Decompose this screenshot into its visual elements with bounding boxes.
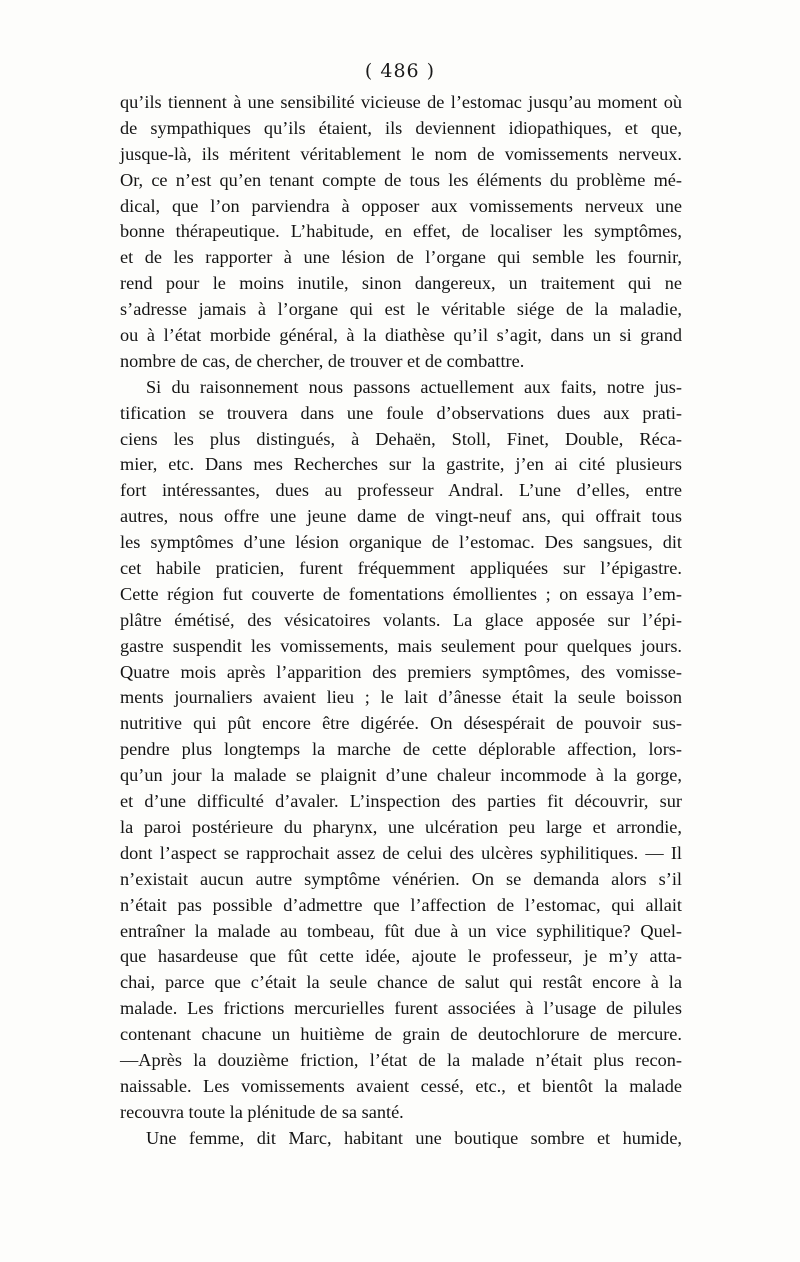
text-line: Si du raisonnement nous passons actuellement aux faits, notre jus- <box>146 376 682 397</box>
page-number: ( 486 ) <box>364 60 436 82</box>
text-line: dont l’aspect se rapprochait assez de celui des ulcères syphilitiques. — Il <box>120 842 682 863</box>
body-text <box>120 90 682 1152</box>
text-line: et d’une difficulté d’avaler. L’inspection des parties fit découvrir, sur <box>120 791 682 812</box>
text-line: —Après la douzième friction, l’état de la malade n’était plus recon- <box>120 1049 682 1070</box>
text-line: gastre suspendit les vomissements, mais seulement pour quelques jours. <box>120 635 682 656</box>
text-line: chai, parce que c’était la seule chance de salut qui restât encore à la <box>120 972 682 993</box>
text-line: rend pour le moins inutile, sinon dangereux, un traitement qui ne <box>120 273 682 294</box>
text-line: n’était pas possible d’admettre que l’affection de l’estomac, qui allait <box>120 894 682 915</box>
text-line: de sympathiques qu’ils étaient, ils deviennent idiopathiques, et que, <box>120 117 682 138</box>
text-line: et de les rapporter à une lésion de l’organe qui semble les fournir, <box>120 247 682 268</box>
text-line: entraîner la malade au tombeau, fût due à un vice syphilitique? Quel- <box>120 920 682 941</box>
text-line: naissable. Les vomissements avaient cessé, etc., et bientôt la malade <box>120 1075 682 1096</box>
text-line: plâtre émétisé, des vésicatoires volants. La glace apposée sur l’épi- <box>120 609 682 630</box>
text-line: fort intéressantes, dues au professeur Andral. L’une d’elles, entre <box>120 480 682 501</box>
text-line: ou à l’état morbide général, à la diathèse qu’il s’agit, dans un si grand <box>120 325 682 346</box>
text-line: nutritive qui pût encore être digérée. On désespérait de pouvoir sus- <box>120 713 682 734</box>
text-line: s’adresse jamais à l’organe qui est le véritable siége de la maladie, <box>120 299 682 320</box>
text-line: Cette région fut couverte de fomentations émollientes ; on essaya l’em- <box>120 583 682 604</box>
text-line: que hasardeuse que fût cette idée, ajoute le professeur, je m’y atta- <box>120 946 682 967</box>
text-line: contenant chacune un huitième de grain de deutochlorure de mercure. <box>120 1024 682 1045</box>
text-line: Une femme, dit Marc, habitant une boutique sombre et humide, <box>146 1127 682 1148</box>
text-line: ments journaliers avaient lieu ; le lait d’ânesse était la seule boisson <box>120 687 682 708</box>
text-line: mier, etc. Dans mes Recherches sur la gastrite, j’en ai cité plusieurs <box>120 454 682 475</box>
text-line: les symptômes d’une lésion organique de l’estomac. Des sangsues, dit <box>120 532 682 553</box>
text-line: qu’un jour la malade se plaignit d’une chaleur incommode à la gorge, <box>120 765 682 786</box>
text-line: Or, ce n’est qu’en tenant compte de tous les éléments du problème mé- <box>120 169 682 190</box>
text-line: malade. Les frictions mercurielles furent associées à l’usage de pilules <box>120 998 682 1019</box>
text-line: recouvra toute la plénitude de sa santé. <box>120 1101 404 1122</box>
text-line: dical, que l’on parviendra à opposer aux vomissements nerveux une <box>120 195 682 216</box>
text-line: bonne thérapeutique. L’habitude, en effet, de localiser les symptômes, <box>120 221 682 242</box>
text-line: ciens les plus distingués, à Dehaën, Stoll, Finet, Double, Réca- <box>120 428 682 449</box>
text-line: n’existait aucun autre symptôme vénérien. On se demanda alors s’il <box>120 868 682 889</box>
text-line: nombre de cas, de chercher, de trouver et de combattre. <box>120 350 525 371</box>
text-line: Quatre mois après l’apparition des premiers symptômes, des vomisse- <box>120 661 682 682</box>
text-line: pendre plus longtemps la marche de cette déplorable affection, lors- <box>120 739 682 760</box>
text-line: tification se trouvera dans une foule d’observations dues aux prati- <box>120 402 682 423</box>
text-line: cet habile praticien, furent fréquemment appliquées sur l’épigastre. <box>120 558 682 579</box>
text-line: autres, nous offre une jeune dame de vingt-neuf ans, qui offrait tous <box>120 506 682 527</box>
text-line: jusque-là, ils méritent véritablement le nom de vomissements nerveux. <box>120 143 682 164</box>
text-line: la paroi postérieure du pharynx, une ulcération peu large et arrondie, <box>120 816 682 837</box>
text-line: qu’ils tiennent à une sensibilité vicieuse de l’estomac jusqu’au moment où <box>120 92 682 112</box>
